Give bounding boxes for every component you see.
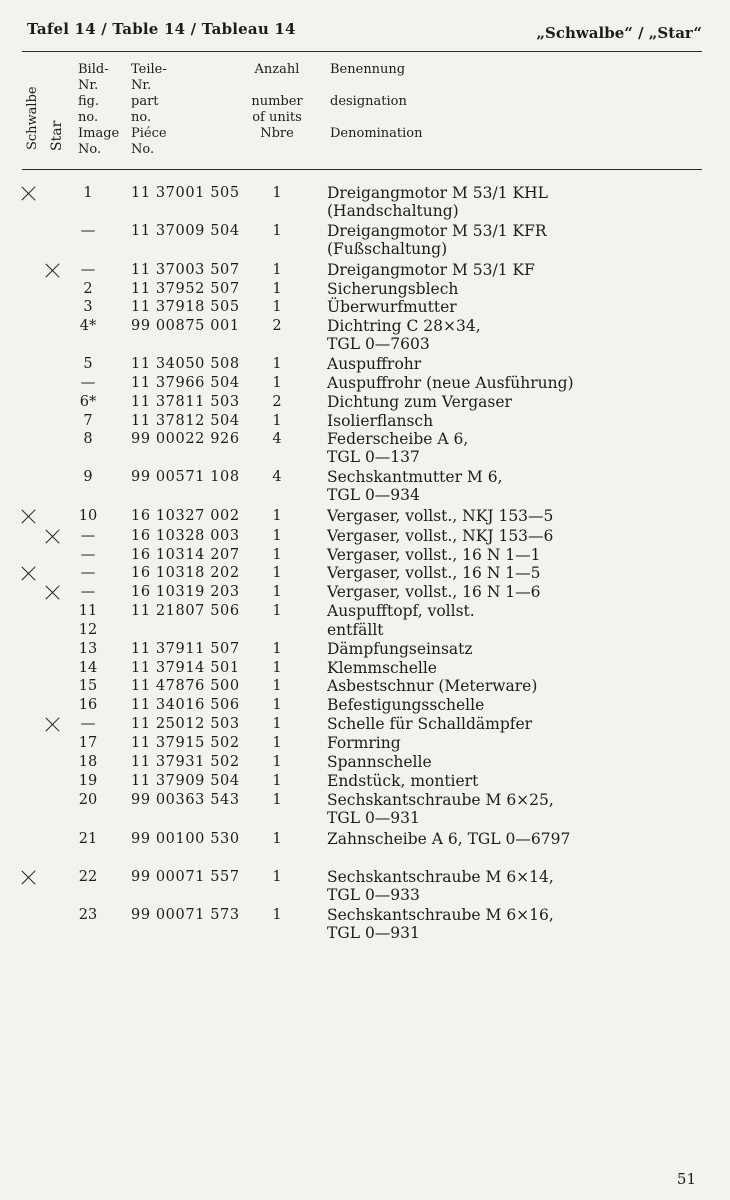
designation: Endstück, montiert (327, 772, 479, 790)
part-number: 11 37952 507 (131, 281, 240, 297)
cross-mark-icon (46, 585, 60, 599)
cross-mark-icon (22, 870, 36, 884)
col-header-line: Bild- (78, 62, 109, 77)
part-number: 16 10314 207 (131, 547, 240, 563)
part-number: 99 00100 530 (131, 831, 240, 847)
part-number: 99 00071 557 (131, 869, 240, 885)
figure-number: 9 (83, 469, 93, 485)
designation: Isolierflansch (327, 412, 434, 430)
col-header-line: fig. (78, 94, 100, 109)
figure-number: — (80, 262, 96, 278)
designation-line-2: (Handschaltung) (327, 202, 459, 220)
part-number: 11 21807 506 (131, 603, 240, 619)
part-number: 11 37909 504 (131, 773, 240, 789)
quantity: 1 (272, 907, 282, 923)
quantity: 1 (272, 697, 282, 713)
quantity: 2 (272, 318, 282, 334)
star-mark-cell (46, 583, 66, 603)
figure-number: 14 (78, 660, 98, 676)
part-number: 11 37918 505 (131, 299, 240, 315)
schwalbe-mark-cell (22, 564, 42, 584)
part-number: 11 37009 504 (131, 223, 240, 239)
schwalbe-mark-cell (22, 507, 42, 527)
figure-number: 12 (78, 622, 98, 638)
figure-number: 8 (83, 431, 93, 447)
figure-number: — (80, 565, 96, 581)
col-header-line: Piéce (131, 126, 167, 141)
figure-number: — (80, 547, 96, 563)
quantity: 1 (272, 660, 282, 676)
quantity: 1 (272, 299, 282, 315)
column-header-bild (78, 62, 119, 158)
designation: Überwurfmutter (327, 298, 457, 316)
figure-number: 11 (78, 603, 98, 619)
col-header-line: number (251, 94, 303, 109)
column-header-anzahl (246, 62, 308, 142)
figure-number: 5 (83, 356, 93, 372)
designation: Dichtung zum Vergaser (327, 393, 512, 411)
cross-mark-icon (46, 263, 60, 277)
col-header-line: no. (78, 110, 99, 125)
part-number: 11 37811 503 (131, 394, 240, 410)
designation: Befestigungsschelle (327, 696, 485, 714)
figure-number: — (80, 716, 96, 732)
star-mark-cell (46, 527, 66, 547)
designation: Klemmschelle (327, 659, 437, 677)
figure-number: 3 (83, 299, 93, 315)
figure-number: 10 (78, 508, 98, 524)
figure-number: — (80, 528, 96, 544)
cross-mark-icon (46, 717, 60, 731)
part-number: 11 37915 502 (131, 735, 240, 751)
figure-number: 17 (78, 735, 98, 751)
header-rule (22, 169, 702, 170)
column-header-teile (131, 62, 167, 158)
designation: Sechskantmutter M 6, (327, 468, 503, 486)
col-header-line: Anzahl (254, 62, 300, 77)
part-number: 99 00363 543 (131, 792, 240, 808)
figure-number: 2 (83, 281, 93, 297)
figure-number: — (80, 375, 96, 391)
designation: Auspuffrohr (327, 355, 422, 373)
part-number: 11 34016 506 (131, 697, 240, 713)
designation-line-2: TGL 0—933 (327, 886, 420, 904)
figure-number: 21 (78, 831, 98, 847)
figure-number: 19 (78, 773, 98, 789)
col-header-line: Denomination (330, 126, 423, 141)
designation: Formring (327, 734, 401, 752)
col-header-line: Nr. (131, 78, 152, 93)
col-header-line: designation (330, 94, 407, 109)
quantity: 1 (272, 356, 282, 372)
quantity: 1 (272, 584, 282, 600)
figure-number: — (80, 223, 96, 239)
designation: Sechskantschraube M 6×25, (327, 791, 554, 809)
figure-number: 6* (79, 394, 97, 410)
designation: Dämpfungseinsatz (327, 640, 473, 658)
quantity: 1 (272, 641, 282, 657)
designation: Asbestschnur (Meterware) (327, 677, 538, 695)
figure-number: 23 (78, 907, 98, 923)
quantity: 1 (272, 831, 282, 847)
cross-mark-icon (22, 509, 36, 523)
quantity: 1 (272, 547, 282, 563)
part-number: 11 47876 500 (131, 678, 240, 694)
column-header-benennung (330, 62, 423, 142)
col-header-line: Nbre (260, 126, 294, 141)
quantity: 1 (272, 792, 282, 808)
designation: Sicherungsblech (327, 280, 459, 298)
designation: Dreigangmotor M 53/1 KHL (327, 184, 548, 202)
designation: Auspufftopf, vollst. (327, 602, 475, 620)
table-title: Tafel 14 / Table 14 / Tableau 14 (27, 20, 296, 38)
quantity: 1 (272, 262, 282, 278)
quantity: 4 (272, 431, 282, 447)
top-rule (22, 51, 702, 52)
quantity: 1 (272, 773, 282, 789)
part-number: 11 37911 507 (131, 641, 240, 657)
quantity: 1 (272, 735, 282, 751)
col-header-line: Nr. (78, 78, 99, 93)
col-header-line (246, 78, 308, 94)
quantity: 1 (272, 185, 282, 201)
quantity: 1 (272, 678, 282, 694)
quantity: 4 (272, 469, 282, 485)
quantity: 1 (272, 754, 282, 770)
part-number: 16 10319 203 (131, 584, 240, 600)
col-header-line (330, 78, 423, 94)
figure-number: 7 (83, 413, 93, 429)
figure-number: 20 (78, 792, 98, 808)
quantity: 2 (272, 394, 282, 410)
part-number: 16 10318 202 (131, 565, 240, 581)
figure-number: 4* (79, 318, 97, 334)
designation-line-2: TGL 0—137 (327, 448, 420, 466)
cross-mark-icon (22, 186, 36, 200)
designation: Sechskantschraube M 6×16, (327, 906, 554, 924)
col-header-line: No. (78, 142, 102, 157)
designation: Sechskantschraube M 6×14, (327, 868, 554, 886)
quantity: 1 (272, 528, 282, 544)
designation: Federscheibe A 6, (327, 430, 469, 448)
part-number: 99 00875 001 (131, 318, 240, 334)
col-header-line: of units (252, 110, 302, 125)
figure-number: 1 (83, 185, 93, 201)
designation-line-2: TGL 0—934 (327, 486, 420, 504)
col-header-line: Teile- (131, 62, 167, 77)
designation: Dreigangmotor M 53/1 KF (327, 261, 535, 279)
part-number: 11 37001 505 (131, 185, 240, 201)
quantity: 1 (272, 508, 282, 524)
designation: Dreigangmotor M 53/1 KFR (327, 222, 547, 240)
part-number: 16 10328 003 (131, 528, 240, 544)
star-mark-cell (46, 261, 66, 281)
part-number: 11 37003 507 (131, 262, 240, 278)
designation: Dichtring C 28×34, (327, 317, 481, 335)
col-header-line: no. (131, 110, 152, 125)
part-number: 11 25012 503 (131, 716, 240, 732)
designation: Vergaser, vollst., NKJ 153—5 (327, 507, 554, 525)
quantity: 1 (272, 375, 282, 391)
figure-number: 15 (78, 678, 98, 694)
col-header-line (330, 110, 423, 126)
figure-number: 13 (78, 641, 98, 657)
part-number: 11 37966 504 (131, 375, 240, 391)
designation: Vergaser, vollst., 16 N 1—6 (327, 583, 541, 601)
star-column-label: Star (49, 120, 65, 151)
quantity: 1 (272, 223, 282, 239)
schwalbe-mark-cell (22, 868, 42, 888)
quantity: 1 (272, 603, 282, 619)
schwalbe-mark-cell (22, 184, 42, 204)
col-header-line: Image (78, 126, 120, 141)
part-number: 16 10327 002 (131, 508, 240, 524)
cross-mark-icon (22, 566, 36, 580)
star-mark-cell (46, 715, 66, 735)
figure-number: 16 (78, 697, 98, 713)
designation: Vergaser, vollst., 16 N 1—5 (327, 564, 541, 582)
part-number: 99 00071 573 (131, 907, 240, 923)
col-header-line: No. (131, 142, 155, 157)
designation-line-2: TGL 0—931 (327, 809, 420, 827)
designation: Zahnscheibe A 6, TGL 0—6797 (327, 830, 571, 848)
designation: Schelle für Schalldämpfer (327, 715, 533, 733)
schwalbe-column-label: Schwalbe (25, 86, 40, 150)
designation: entfällt (327, 621, 384, 639)
designation: Vergaser, vollst., NKJ 153—6 (327, 527, 554, 545)
figure-number: 18 (78, 754, 98, 770)
designation: Spannschelle (327, 753, 432, 771)
figure-number: — (80, 584, 96, 600)
part-number: 99 00571 108 (131, 469, 240, 485)
part-number: 99 00022 926 (131, 431, 240, 447)
part-number: 11 34050 508 (131, 356, 240, 372)
quantity: 1 (272, 413, 282, 429)
cross-mark-icon (46, 529, 60, 543)
designation: Vergaser, vollst., 16 N 1—1 (327, 546, 541, 564)
designation-line-2: TGL 0—931 (327, 924, 420, 942)
part-number: 11 37914 501 (131, 660, 240, 676)
figure-number: 22 (78, 869, 98, 885)
col-header-line: part (131, 94, 159, 109)
designation-line-2: TGL 0—7603 (327, 335, 430, 353)
page-number: 51 (676, 1170, 696, 1188)
model-title: „Schwalbe“ / „Star“ (536, 24, 702, 42)
part-number: 11 37812 504 (131, 413, 240, 429)
part-number: 11 37931 502 (131, 754, 240, 770)
col-header-line: Benennung (330, 62, 406, 77)
quantity: 1 (272, 281, 282, 297)
quantity: 1 (272, 869, 282, 885)
designation: Auspuffrohr (neue Ausführung) (327, 374, 574, 392)
designation-line-2: (Fußschaltung) (327, 240, 448, 258)
quantity: 1 (272, 716, 282, 732)
quantity: 1 (272, 565, 282, 581)
